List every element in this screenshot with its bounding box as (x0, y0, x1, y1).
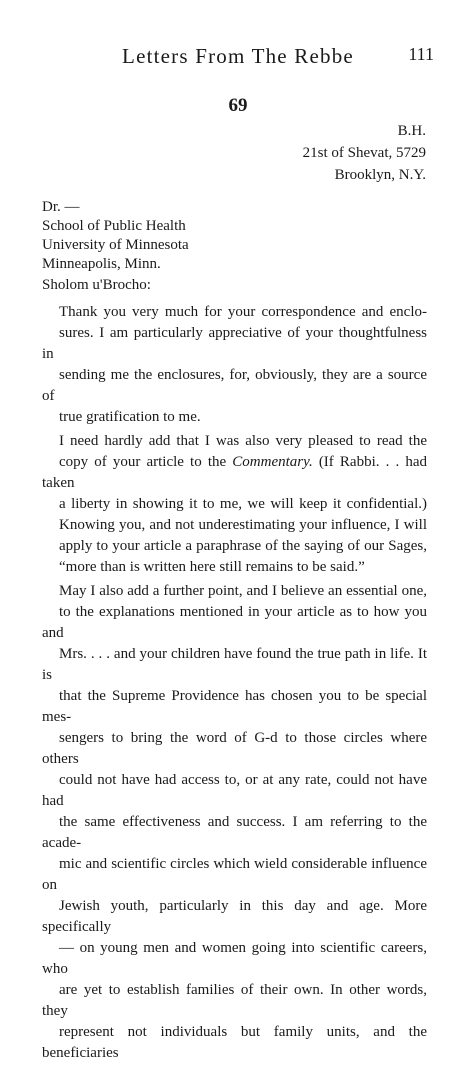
salutation: Sholom u'Brocho: (42, 277, 151, 293)
text-line: the same effectiveness and success. I am referring to the acade- (42, 814, 427, 851)
address-line: Minneapolis, Minn. (42, 256, 161, 272)
recipient-address (42, 198, 189, 274)
letter-number: 69 (228, 95, 248, 116)
text-line: mic and scientific circles which wield considerable influence on (42, 856, 427, 893)
text-line: are yet to establish families of their own. In other words, they (42, 982, 427, 1019)
text-line: Knowing you, and not underestimating your influence, I will (59, 517, 427, 533)
text-line: sengers to bring the word of G-d to those circles where others (42, 730, 427, 767)
paragraph-1 (42, 302, 427, 428)
text-line: could not have had access to, or at any rate, could not have had (42, 772, 427, 809)
publication-title: Commentary. (232, 454, 313, 470)
text-line: represent not individuals but family units, and the beneficiaries (42, 1024, 427, 1061)
text-line: to the explanations mentioned in your article as to how you and (42, 604, 427, 641)
address-line: University of Minnesota (42, 237, 189, 253)
text-line: sures. I am particularly appreciative of your thoughtfulness in (42, 325, 427, 362)
dateline-date: 21st of Shevat, 5729 (302, 145, 426, 161)
text-fragment: (If Rabbi. . . had taken (42, 454, 427, 491)
text-line: apply to your article a paraphrase of the saying of our Sages, (59, 538, 427, 554)
text-line: Jewish youth, particularly in this day and age. More specifically (42, 898, 427, 935)
text-line (42, 452, 427, 494)
text-line: sending me the enclosures, for, obviously, they are a source of (42, 367, 427, 404)
dateline (303, 120, 426, 186)
paragraph-2 (42, 431, 427, 578)
letter-body (42, 302, 427, 1067)
text-line: May I also add a further point, and I believe an essential one, (59, 583, 427, 599)
paragraph-3 (42, 581, 427, 1064)
dateline-place: Brooklyn, N.Y. (334, 167, 426, 183)
text-line: Thank you very much for your correspondence and enclo- (59, 304, 427, 320)
address-line: Dr. — (42, 199, 80, 215)
text-line: “more than is written here still remains to be said.” (59, 559, 365, 575)
running-title: Letters From The Rebbe (122, 44, 354, 68)
page-number: 111 (408, 44, 434, 64)
address-line: School of Public Health (42, 218, 186, 234)
text-line: a liberty in showing it to me, we will keep it confidential.) (59, 496, 427, 512)
text-line: I need hardly add that I was also very pleased to read the (59, 433, 427, 449)
dateline-bh: B.H. (397, 123, 426, 139)
text-fragment: copy of your article to the (59, 454, 233, 470)
text-line: — on young men and women going into scientific careers, who (42, 940, 427, 977)
text-line: true gratification to me. (59, 409, 201, 425)
text-line: Mrs. . . . and your children have found the true path in life. It is (42, 646, 427, 683)
text-line: that the Supreme Providence has chosen you to be special mes- (42, 688, 427, 725)
